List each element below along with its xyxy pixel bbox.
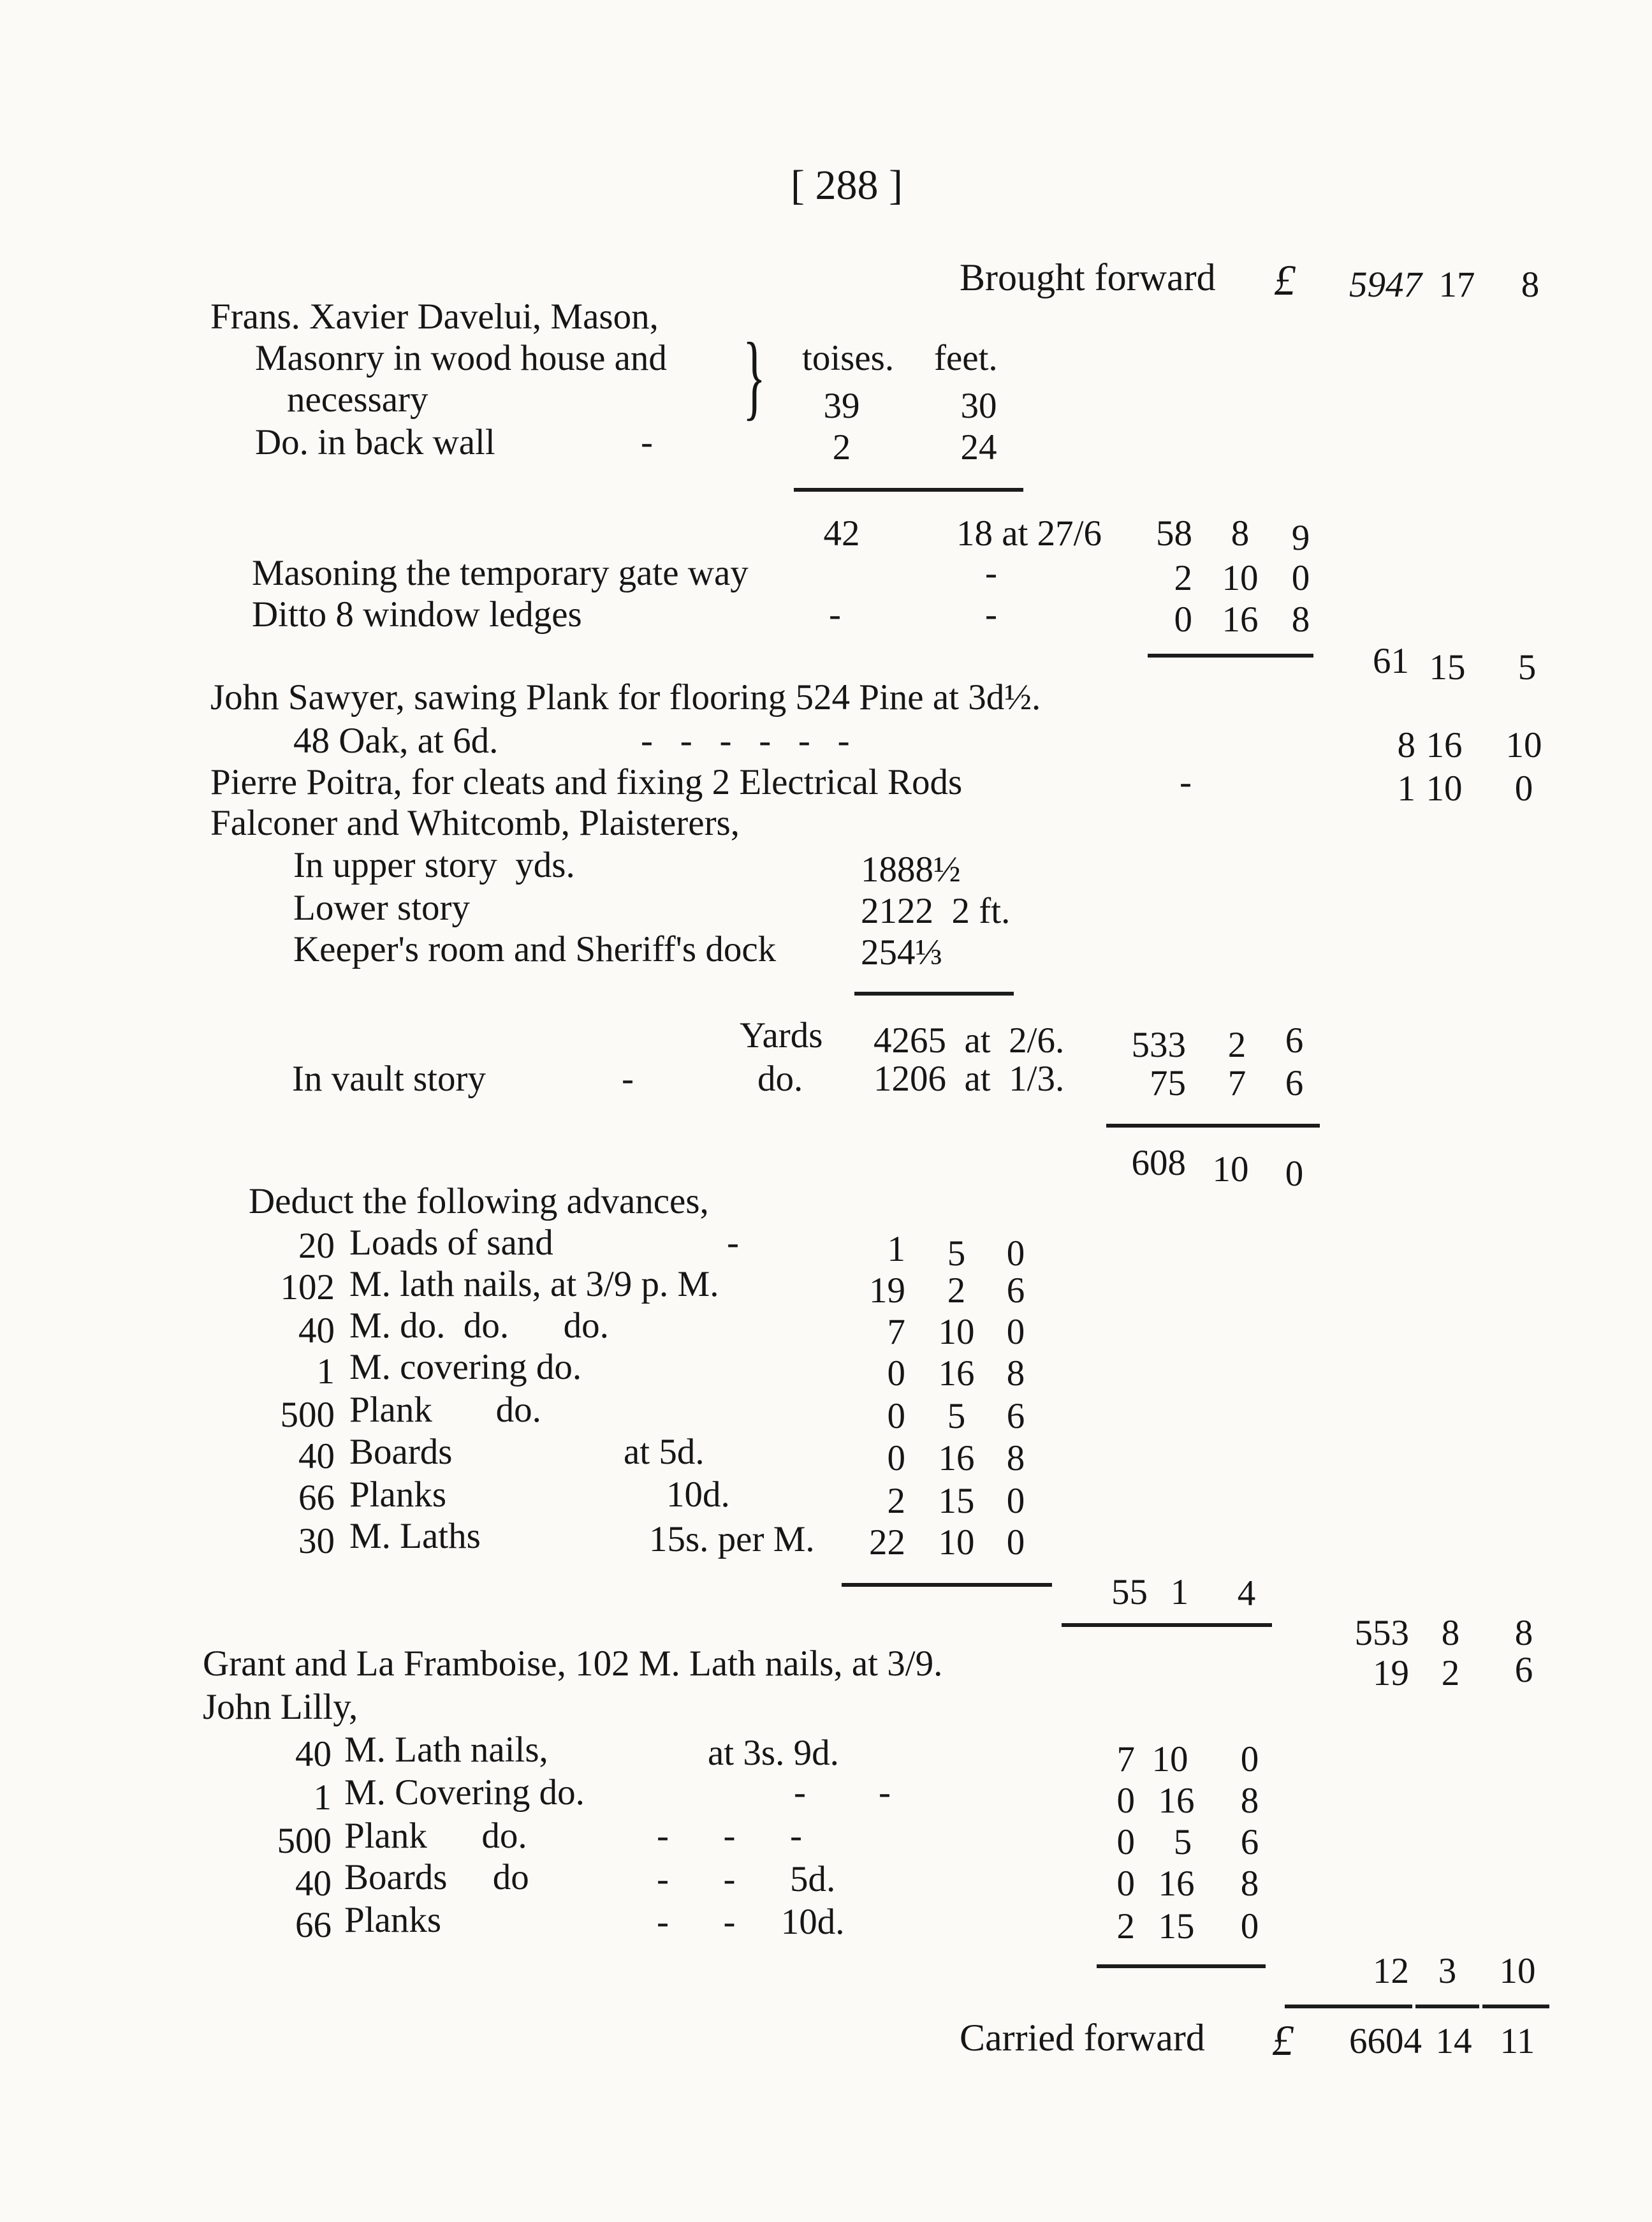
deduct-pounds: 0 <box>887 1353 905 1394</box>
amount-pence: 6 <box>1285 1063 1304 1103</box>
deduct-pounds: 0 <box>887 1396 905 1436</box>
deduct-total-shillings: 1 <box>1170 1572 1189 1612</box>
deduct-qty: 30 <box>298 1521 335 1561</box>
dash: - <box>641 422 653 462</box>
amount-pence: 9 <box>1291 518 1310 558</box>
rule <box>1062 1623 1272 1627</box>
entry-line: Grant and La Framboise, 102 M. Lath nails, at 3/9. <box>203 1644 943 1684</box>
deduct-pence: 8 <box>1006 1438 1025 1478</box>
deduct-desc: M. do. do. do. <box>349 1306 609 1346</box>
subtotal-shillings: 2 <box>1441 1653 1460 1693</box>
deduct-pence: 6 <box>1006 1396 1025 1436</box>
deduct-shillings: 5 <box>947 1396 966 1436</box>
lilly-qty: 40 <box>295 1864 332 1904</box>
brought-forward-pence: 8 <box>1521 265 1540 305</box>
deduct-pence: 8 <box>1006 1353 1025 1394</box>
carried-forward-shillings: 14 <box>1435 2021 1472 2061</box>
lilly-rate: - - <box>794 1772 891 1813</box>
rule <box>854 992 1014 996</box>
dash: - <box>985 553 997 593</box>
lilly-qty: 1 <box>313 1777 332 1818</box>
amount-pounds: 58 <box>1156 513 1192 554</box>
amount-shillings: 10 <box>1212 1149 1249 1189</box>
amount-shillings: 8 <box>1231 513 1250 554</box>
dash: - <box>622 1059 634 1099</box>
subtotal-shillings: 15 <box>1429 647 1466 688</box>
rule <box>1415 2005 1479 2008</box>
deduct-desc: M. Laths <box>349 1516 481 1556</box>
lilly-desc: Plank do. <box>344 1816 527 1856</box>
rule <box>1285 2005 1412 2008</box>
column-header-toises: toises. <box>802 338 895 378</box>
amount-pounds: 0 <box>1174 600 1192 640</box>
subtotal-pence: 0 <box>1514 769 1533 809</box>
amount-shillings: 7 <box>1227 1063 1246 1103</box>
line-text: Ditto 8 window ledges <box>252 594 582 635</box>
quantity-value: 254⅓ <box>861 932 943 973</box>
carried-forward-label: Carried forward <box>960 2017 1205 2059</box>
deduct-qty: 102 <box>280 1267 335 1307</box>
amount-pence: 0 <box>1291 558 1310 598</box>
subtotal-shillings: 3 <box>1438 1951 1457 1991</box>
deduct-desc: Boards <box>349 1432 453 1472</box>
deduct-heading: Deduct the following advances, <box>249 1181 709 1221</box>
subtotal-pounds: 19 <box>1373 1653 1409 1693</box>
lilly-pounds: 2 <box>1116 1906 1135 1946</box>
deduct-desc: Loads of sand <box>349 1223 553 1263</box>
deduct-total-pence: 4 <box>1237 1573 1256 1614</box>
rule <box>1148 654 1313 658</box>
entry-name: John Lilly, <box>203 1687 358 1727</box>
subtotal-pounds: 553 <box>1354 1613 1409 1653</box>
deduct-qty: 40 <box>298 1436 335 1476</box>
line-text: necessary <box>287 379 428 420</box>
deduct-pounds: 22 <box>869 1522 905 1563</box>
rule <box>1097 1964 1266 1968</box>
lilly-shillings: 16 <box>1158 1781 1195 1821</box>
brought-forward-shillings: 17 <box>1438 265 1475 305</box>
deduct-desc: Plank do. <box>349 1390 541 1430</box>
deduct-shillings: 16 <box>938 1438 975 1478</box>
subtotal-pounds: 61 <box>1373 641 1409 681</box>
line-text: In vault story <box>292 1059 486 1099</box>
line-text: Keeper's room and Sheriff's dock <box>293 929 777 969</box>
deduct-shillings: 10 <box>938 1522 975 1563</box>
lilly-shillings: 10 <box>1151 1739 1188 1779</box>
carried-forward-pence: 11 <box>1500 2021 1535 2061</box>
deduct-pence: 0 <box>1006 1481 1025 1521</box>
pound-sign: £ <box>1274 256 1296 304</box>
amount-shillings: 10 <box>1222 558 1259 598</box>
amount-pounds: 533 <box>1131 1025 1186 1065</box>
deduct-rate: 15s. per M. <box>649 1519 815 1559</box>
dash: - <box>829 594 841 635</box>
deduct-shillings: 10 <box>938 1312 975 1352</box>
lilly-desc: M. Covering do. <box>344 1772 585 1813</box>
subtotal-pounds: 8 <box>1397 725 1415 765</box>
deduct-desc: M. lath nails, at 3/9 p. M. <box>349 1264 719 1304</box>
line-text: Do. in back wall <box>255 422 495 462</box>
deduct-total-pounds: 55 <box>1111 1572 1148 1612</box>
deduct-shillings: 2 <box>947 1270 966 1311</box>
line-text: Lower story <box>293 888 471 928</box>
amount-pounds: 75 <box>1150 1063 1186 1103</box>
lilly-pence: 0 <box>1240 1739 1259 1779</box>
line-text: In upper story yds. <box>293 845 575 885</box>
lilly-rate: - - 5d. <box>657 1859 836 1899</box>
lilly-qty: 40 <box>295 1734 332 1774</box>
entry-line: Pierre Poitra, for cleats and fixing 2 Electrical Rods <box>210 762 963 802</box>
deduct-qty: 1 <box>316 1351 335 1392</box>
deduct-rate: - <box>727 1223 739 1263</box>
brought-forward-label: Brought forward <box>960 256 1216 298</box>
line-text: Masonry in wood house and <box>255 338 667 378</box>
subtotal-pence: 10 <box>1505 725 1542 765</box>
dash-leader: - - - - - - <box>641 721 850 761</box>
line-text: do. <box>757 1059 803 1099</box>
line-text: 48 Oak, at 6d. <box>293 721 499 761</box>
quantity-value: 1888½ <box>861 850 961 890</box>
carried-forward-pounds: 6604 <box>1349 2021 1422 2061</box>
entry-line: John Sawyer, sawing Plank for flooring 524 Pine at 3d½. <box>210 677 1041 717</box>
toises-value: 2 <box>832 427 851 467</box>
amount-pence: 0 <box>1285 1154 1304 1194</box>
deduct-pence: 0 <box>1006 1522 1025 1563</box>
lilly-pence: 0 <box>1240 1906 1259 1946</box>
deduct-rate: at 5d. <box>624 1432 705 1472</box>
deduct-qty: 66 <box>298 1478 335 1518</box>
feet-total-rate: 18 at 27/6 <box>956 513 1102 554</box>
deduct-pence: 0 <box>1006 1312 1025 1352</box>
subtotal-shillings: 16 <box>1426 725 1463 765</box>
deduct-qty: 500 <box>280 1395 335 1435</box>
lilly-shillings: 5 <box>1173 1822 1192 1862</box>
brought-forward-pounds: 5947 <box>1349 265 1422 305</box>
lilly-rate: at 3s. 9d. <box>708 1733 839 1773</box>
subtotal-shillings: 8 <box>1441 1613 1460 1653</box>
lilly-pounds: 0 <box>1116 1781 1135 1821</box>
deduct-pounds: 0 <box>887 1438 905 1478</box>
deduct-shillings: 15 <box>938 1481 975 1521</box>
deduct-desc: M. covering do. <box>349 1347 582 1387</box>
deduct-pounds: 19 <box>869 1270 905 1311</box>
lilly-pence: 8 <box>1240 1864 1259 1904</box>
quantity-rate: 4265 at 2/6. <box>874 1020 1065 1061</box>
subtotal-pence: 8 <box>1514 1613 1533 1653</box>
line-text: Yards <box>740 1015 823 1056</box>
feet-value: 24 <box>960 427 997 467</box>
deduct-qty: 20 <box>298 1226 335 1266</box>
deduct-pounds: 2 <box>887 1481 905 1521</box>
amount-pounds: 608 <box>1131 1143 1186 1183</box>
quantity-value: 2122 2 ft. <box>861 891 1011 931</box>
rule <box>794 488 1023 492</box>
subtotal-pounds: 12 <box>1373 1951 1409 1991</box>
quantity-rate: 1206 at 1/3. <box>874 1059 1065 1099</box>
brace-glyph: } <box>743 323 766 429</box>
deduct-desc: Planks <box>349 1475 447 1515</box>
entry-name: Frans. Xavier Davelui, Mason, <box>210 297 659 337</box>
lilly-qty: 500 <box>277 1821 332 1861</box>
line-text: Masoning the temporary gate way <box>252 553 749 593</box>
lilly-desc: M. Lath nails, <box>344 1730 548 1770</box>
amount-pence: 6 <box>1285 1020 1304 1061</box>
deduct-shillings: 16 <box>938 1353 975 1394</box>
pound-sign: £ <box>1272 2016 1294 2064</box>
amount-shillings: 16 <box>1222 600 1259 640</box>
lilly-shillings: 15 <box>1158 1906 1195 1946</box>
lilly-desc: Boards do <box>344 1857 529 1897</box>
lilly-pence: 6 <box>1240 1822 1259 1862</box>
lilly-shillings: 16 <box>1158 1864 1195 1904</box>
deduct-pounds: 7 <box>887 1312 905 1352</box>
lilly-pounds: 0 <box>1116 1822 1135 1862</box>
deduct-qty: 40 <box>298 1311 335 1351</box>
subtotal-pence: 10 <box>1499 1951 1536 1991</box>
deduct-pence: 0 <box>1006 1233 1025 1274</box>
amount-pounds: 2 <box>1174 558 1192 598</box>
dash: - <box>985 594 997 635</box>
page-number: [ 288 ] <box>791 162 903 209</box>
lilly-rate: - - 10d. <box>657 1902 845 1942</box>
column-header-feet: feet. <box>934 338 998 378</box>
amount-pence: 8 <box>1291 600 1310 640</box>
subtotal-pounds: 1 <box>1397 769 1415 809</box>
lilly-desc: Planks <box>344 1900 442 1940</box>
rule <box>842 1583 1052 1587</box>
amount-shillings: 2 <box>1227 1025 1246 1065</box>
subtotal-pence: 6 <box>1514 1650 1533 1690</box>
lilly-pounds: 7 <box>1116 1739 1135 1779</box>
subtotal-shillings: 10 <box>1426 769 1463 809</box>
deduct-shillings: 5 <box>947 1233 966 1274</box>
lilly-rate: - - - <box>657 1816 802 1856</box>
deduct-pounds: 1 <box>887 1229 905 1269</box>
dash: - <box>1180 762 1192 802</box>
rule <box>1482 2005 1549 2008</box>
feet-value: 30 <box>960 386 997 426</box>
deduct-rate: 10d. <box>666 1475 730 1515</box>
toises-total: 42 <box>823 513 860 554</box>
deduct-pence: 6 <box>1006 1270 1025 1311</box>
lilly-qty: 66 <box>295 1905 332 1945</box>
toises-value: 39 <box>823 386 860 426</box>
lilly-pounds: 0 <box>1116 1864 1135 1904</box>
entry-name: Falconer and Whitcomb, Plaisterers, <box>210 803 740 843</box>
rule <box>1106 1124 1320 1128</box>
subtotal-pence: 5 <box>1517 647 1537 688</box>
lilly-pence: 8 <box>1240 1781 1259 1821</box>
